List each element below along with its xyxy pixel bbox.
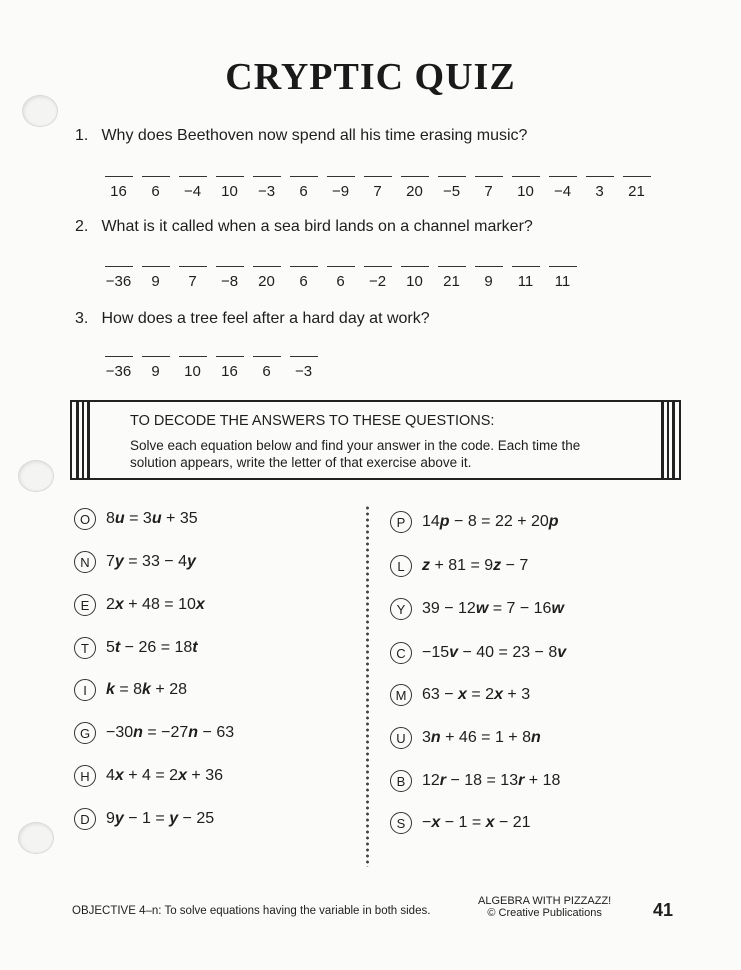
publisher: © Creative Publications — [487, 907, 602, 919]
exercise-t — [74, 637, 198, 659]
blank-line — [623, 176, 651, 177]
answer-blank[interactable] — [507, 176, 544, 201]
question-3 — [75, 310, 430, 328]
answer-blank[interactable] — [100, 356, 137, 381]
blank-line — [438, 266, 466, 267]
book-title: ALGEBRA WITH PIZZAZZ! — [478, 895, 612, 907]
answer-blank[interactable] — [396, 266, 433, 291]
code-number: 11 — [554, 273, 571, 290]
equation: 63 − x = 2x + 3 — [422, 686, 531, 703]
instructions-box — [70, 400, 681, 480]
punch-hole-middle — [18, 460, 54, 492]
code-number: 16 — [110, 183, 127, 200]
exercise-o — [74, 508, 198, 530]
letter-circle: P — [390, 511, 412, 533]
blank-line — [401, 176, 429, 177]
answer-blank[interactable] — [137, 266, 174, 291]
punch-hole-bottom — [18, 822, 54, 854]
answer-blank[interactable] — [433, 176, 470, 201]
code-number: −3 — [257, 183, 276, 200]
answer-blanks-2 — [100, 266, 581, 291]
question-number: 3. — [75, 310, 89, 327]
answer-blank[interactable] — [248, 356, 285, 381]
equation: −15v − 40 = 23 − 8v — [422, 644, 567, 661]
equation: 9y − 1 = y − 25 — [106, 810, 215, 827]
blank-line — [179, 176, 207, 177]
question-2 — [75, 218, 533, 236]
answer-blank[interactable] — [211, 356, 248, 381]
code-number: 10 — [184, 363, 201, 380]
question-number: 1. — [75, 127, 89, 144]
blank-line — [216, 266, 244, 267]
exercise-g — [74, 722, 234, 744]
letter-circle: M — [390, 684, 412, 706]
answer-blank[interactable] — [174, 176, 211, 201]
equation: 3n + 46 = 1 + 8n — [422, 729, 541, 746]
code-number: 6 — [151, 183, 160, 200]
answer-blank[interactable] — [470, 176, 507, 201]
blank-line — [475, 266, 503, 267]
blank-line — [438, 176, 466, 177]
code-number: −36 — [105, 273, 132, 290]
code-number: 7 — [188, 273, 197, 290]
page-number: 41 — [653, 900, 674, 920]
equation: 12r − 18 = 13r + 18 — [422, 772, 561, 789]
equation: 7y = 33 − 4y — [106, 553, 196, 570]
exercise-u — [390, 727, 541, 749]
letter-circle: O — [74, 508, 96, 530]
answer-blank[interactable] — [581, 176, 618, 201]
answer-blank[interactable] — [248, 266, 285, 291]
code-number: 6 — [262, 363, 271, 380]
equation: 14p − 8 = 22 + 20p — [422, 513, 559, 530]
code-number: 6 — [336, 273, 345, 290]
answer-blank[interactable] — [211, 176, 248, 201]
code-number: 9 — [151, 363, 160, 380]
answer-blank[interactable] — [100, 266, 137, 291]
blank-line — [512, 176, 540, 177]
letter-circle: L — [390, 555, 412, 577]
blank-line — [475, 176, 503, 177]
footer-objective: OBJECTIVE 4–n: To solve equations having the variable in both sides. — [72, 905, 431, 917]
code-number: 20 — [258, 273, 275, 290]
dotted-divider — [365, 505, 373, 867]
letter-circle: D — [74, 808, 96, 830]
blank-line — [142, 266, 170, 267]
blank-line — [179, 266, 207, 267]
exercise-l — [390, 555, 528, 577]
equation: 8u = 3u + 35 — [106, 510, 198, 527]
exercise-h — [74, 765, 223, 787]
blank-line — [253, 266, 281, 267]
letter-circle: U — [390, 727, 412, 749]
answer-blank[interactable] — [470, 266, 507, 291]
answer-blank[interactable] — [174, 356, 211, 381]
answer-blank[interactable] — [100, 176, 137, 201]
blank-line — [290, 356, 318, 357]
code-number: 10 — [517, 183, 534, 200]
question-text: How does a tree feel after a hard day at work? — [101, 310, 430, 327]
blank-line — [253, 176, 281, 177]
blank-line — [142, 176, 170, 177]
box-bars-right — [661, 400, 675, 480]
equation: −30n = −27n − 63 — [106, 724, 235, 741]
code-number: 11 — [517, 273, 534, 290]
code-number: 3 — [595, 183, 604, 200]
code-number: 21 — [628, 183, 645, 200]
letter-circle: E — [74, 594, 96, 616]
letter-circle: I — [74, 679, 96, 701]
code-number: 6 — [299, 183, 308, 200]
code-number: 21 — [443, 273, 460, 290]
blank-line — [364, 176, 392, 177]
answer-blank[interactable] — [248, 176, 285, 201]
answer-blank[interactable] — [137, 176, 174, 201]
blank-line — [216, 356, 244, 357]
instructions-heading: TO DECODE THE ANSWERS TO THESE QUESTIONS: — [130, 413, 495, 429]
answer-blank[interactable] — [618, 176, 655, 201]
question-1 — [75, 127, 527, 145]
question-text: Why does Beethoven now spend all his time erasing music? — [101, 127, 528, 144]
answer-blank[interactable] — [174, 266, 211, 291]
code-number: 7 — [484, 183, 493, 200]
letter-circle: S — [390, 812, 412, 834]
answer-blank[interactable] — [322, 266, 359, 291]
exercise-m — [390, 684, 530, 706]
exercise-d — [74, 808, 214, 830]
code-number: 10 — [406, 273, 423, 290]
letter-circle: H — [74, 765, 96, 787]
answer-blank[interactable] — [137, 356, 174, 381]
page-title: CRYPTIC QUIZ — [225, 56, 516, 98]
answer-blank[interactable] — [359, 266, 396, 291]
blank-line — [401, 266, 429, 267]
footer-book — [478, 895, 611, 919]
instructions-body: Solve each equation below and find your answer in the code. Each time the solution appears, write the letter of that exercise above it. — [130, 438, 581, 470]
code-number: −3 — [294, 363, 313, 380]
answer-blank[interactable] — [359, 176, 396, 201]
blank-line — [327, 266, 355, 267]
letter-circle: C — [390, 642, 412, 664]
code-number: −8 — [220, 273, 239, 290]
exercise-p — [390, 511, 559, 533]
equation: 39 − 12w = 7 − 16w — [422, 600, 564, 617]
blank-line — [327, 176, 355, 177]
exercise-i — [74, 679, 187, 701]
answer-blank[interactable] — [285, 356, 322, 381]
blank-line — [216, 176, 244, 177]
answer-blank[interactable] — [396, 176, 433, 201]
letter-circle: T — [74, 637, 96, 659]
blank-line — [549, 266, 577, 267]
punch-hole-top — [22, 95, 58, 127]
blank-line — [142, 356, 170, 357]
blank-line — [105, 176, 133, 177]
blank-line — [105, 356, 133, 357]
answer-blank[interactable] — [322, 176, 359, 201]
code-number: 9 — [151, 273, 160, 290]
letter-circle: Y — [390, 598, 412, 620]
code-number: 20 — [406, 183, 423, 200]
code-number: −4 — [183, 183, 202, 200]
blank-line — [586, 176, 614, 177]
code-number: −36 — [105, 363, 132, 380]
answer-blank[interactable] — [285, 266, 322, 291]
equation: 5t − 26 = 18t — [106, 639, 198, 656]
exercise-b — [390, 770, 560, 792]
blank-line — [290, 176, 318, 177]
equation: −x − 1 = x − 21 — [422, 814, 531, 831]
equation: 4x + 4 = 2x + 36 — [106, 767, 224, 784]
answer-blanks-1 — [100, 176, 655, 201]
code-number: 7 — [373, 183, 382, 200]
exercise-s — [390, 812, 531, 834]
letter-circle: B — [390, 770, 412, 792]
letter-circle: G — [74, 722, 96, 744]
blank-line — [179, 356, 207, 357]
code-number: 10 — [221, 183, 238, 200]
blank-line — [512, 266, 540, 267]
question-text: What is it called when a sea bird lands on a channel marker? — [101, 218, 533, 235]
code-number: 9 — [484, 273, 493, 290]
answer-blank[interactable] — [507, 266, 544, 291]
question-number: 2. — [75, 218, 89, 235]
code-number: 16 — [221, 363, 238, 380]
answer-blank[interactable] — [285, 176, 322, 201]
equation: z + 81 = 9z − 7 — [422, 557, 529, 574]
blank-line — [290, 266, 318, 267]
code-number: −5 — [442, 183, 461, 200]
exercise-n — [74, 551, 196, 573]
blank-line — [364, 266, 392, 267]
equation: k = 8k + 28 — [106, 681, 187, 698]
box-bars-left — [76, 400, 90, 480]
letter-circle: N — [74, 551, 96, 573]
answer-blanks-3 — [100, 356, 322, 381]
exercise-e — [74, 594, 205, 616]
blank-line — [549, 176, 577, 177]
exercise-c — [390, 642, 566, 664]
answer-blank[interactable] — [211, 266, 248, 291]
code-number: 6 — [299, 273, 308, 290]
code-number: −2 — [368, 273, 387, 290]
code-number: −9 — [331, 183, 350, 200]
answer-blank[interactable] — [433, 266, 470, 291]
code-number: −4 — [553, 183, 572, 200]
exercise-y — [390, 598, 564, 620]
answer-blank[interactable] — [544, 266, 581, 291]
blank-line — [105, 266, 133, 267]
blank-line — [253, 356, 281, 357]
answer-blank[interactable] — [544, 176, 581, 201]
equation: 2x + 48 = 10x — [106, 596, 205, 613]
